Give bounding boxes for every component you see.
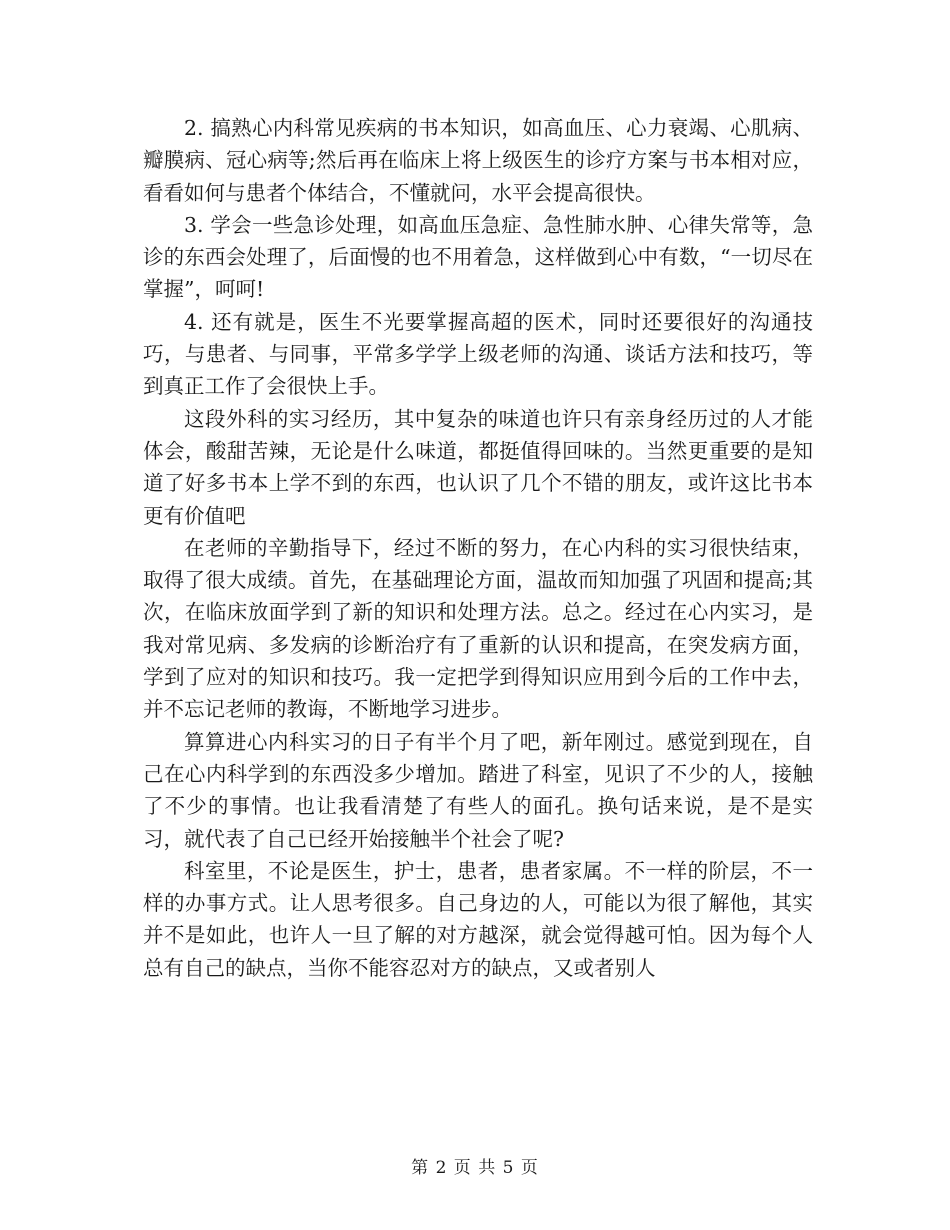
document-body: [143, 112, 813, 984]
paragraph-1: 2. 搞熟心内科常见疾病的书本知识，如高血压、心力衰竭、心肌病、瓣膜病、冠心病等;然后再在临床上将上级医生的诊疗方案与书本相对应，看看如何与患者个体结合，不懂就问，水平会提高很快。: [143, 116, 813, 205]
paragraph-7: 科室里，不论是医生，护士，患者，患者家属。不一样的阶层，不一样的办事方式。让人思考很多。自己身边的人，可能以为很了解他，其实并不是如此，也许人一旦了解的对方越深，就会觉得越可怕。因为每个人总有自己的缺点，当你不能容忍对方的缺点，又或者别人: [143, 858, 813, 980]
paragraph-4: 这段外科的实习经历，其中复杂的味道也许只有亲身经历过的人才能体会，酸甜苦辣，无论是什么味道，都挺值得回味的。当然更重要的是知道了好多书本上学不到的东西，也认识了几个不错的朋友，或许这比书本更有价值吧: [143, 406, 813, 528]
paragraph-2: 3. 学会一些急诊处理，如高血压急症、急性肺水肿、心律失常等，急诊的东西会处理了，后面慢的也不用着急，这样做到心中有数，“一切尽在掌握”，呵呵!: [143, 212, 813, 302]
page-number-footer: 第 2 页 共 5 页: [411, 1158, 539, 1178]
paragraph-3: 4. 还有就是，医生不光要掌握高超的医术，同时还要很好的沟通技巧，与患者、与同事，平常多学学上级老师的沟通、谈话方法和技巧，等到真正工作了会很快上手。: [143, 309, 813, 399]
paragraph-5: 在老师的辛勤指导下，经过不断的努力，在心内科的实习很快结束，取得了很大成绩。首先，在基础理论方面，温故而知加强了巩固和提高;其次，在临床放面学到了新的知识和处理方法。总之。经过在心内实习，是我对常见病、多发病的诊断治疗有了重新的认识和提高，在突发病方面，学到了应对的知识和技巧。我一定把学到得知识应用到今后的工作中去，并不忘记老师的教诲，不断地学习进步。: [143, 535, 813, 722]
paragraph-6: 算算进心内科实习的日子有半个月了吧，新年刚过。感觉到现在，自己在心内科学到的东西没多少增加。踏进了科室，见识了不少的人，接触了不少的事情。也让我看清楚了有些人的面孔。换句话来说，是不是实习，就代表了自己已经开始接触半个社会了呢?: [143, 729, 813, 851]
